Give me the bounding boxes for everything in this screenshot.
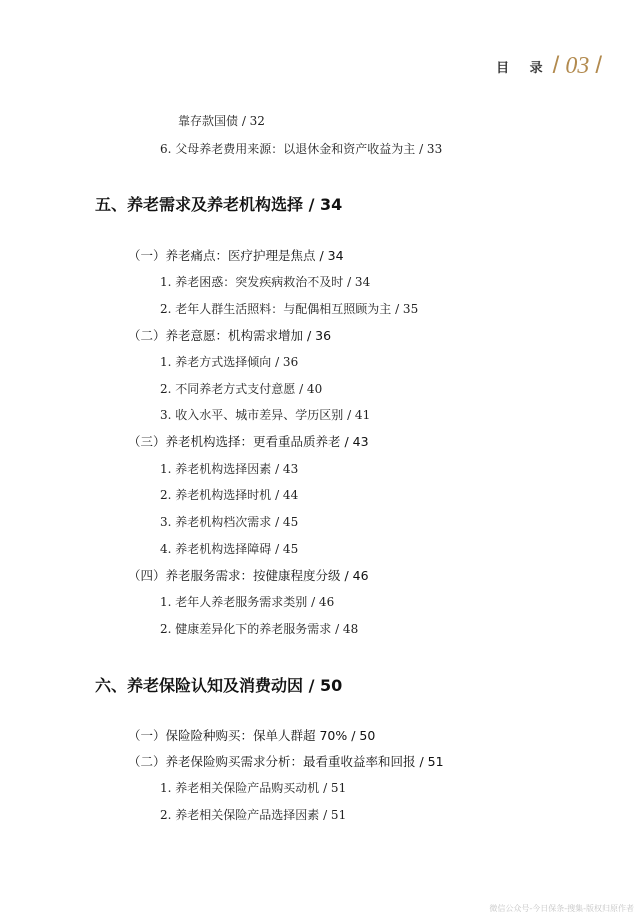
toc-item-5-2-2[interactable]: 2. 不同养老方式支付意愿 / 40: [160, 382, 323, 396]
toc-item-6-2-1[interactable]: 1. 养老相关保险产品购买动机 / 51: [160, 781, 347, 795]
toc-section-6[interactable]: 六、养老保险认知及消费动因 / 50: [95, 676, 343, 695]
toc-item-5-4-1[interactable]: 1. 老年人养老服务需求类别 / 46: [160, 595, 335, 609]
toc-chapter-5-3[interactable]: （三）养老机构选择：更看重品质养老 / 43: [128, 434, 369, 449]
header-slash-left: /: [552, 52, 560, 79]
toc-item-5-2-1[interactable]: 1. 养老方式选择倾向 / 36: [160, 355, 299, 369]
toc-chapter-5-2[interactable]: （二）养老意愿：机构需求增加 / 36: [128, 328, 332, 343]
toc-item-parents-pension-source[interactable]: 6. 父母养老费用来源：以退休金和资产收益为主 / 33: [160, 142, 443, 156]
toc-item-6-2-2[interactable]: 2. 养老相关保险产品选择因素 / 51: [160, 808, 347, 822]
page-number: 03: [565, 53, 590, 79]
toc-item-5-1-1[interactable]: 1. 养老困惑：突发疾病救治不及时 / 34: [160, 275, 371, 289]
toc-chapter-5-4[interactable]: （四）养老服务需求：按健康程度分级 / 46: [128, 568, 369, 583]
page-header: [496, 52, 602, 80]
toc-header-label: 目 录: [496, 60, 551, 76]
toc-item-continued[interactable]: 靠存款国债 / 32: [178, 114, 265, 128]
toc-item-5-3-1[interactable]: 1. 养老机构选择因素 / 43: [160, 462, 299, 476]
toc-item-5-3-2[interactable]: 2. 养老机构选择时机 / 44: [160, 488, 299, 502]
toc-section-5[interactable]: 五、养老需求及养老机构选择 / 34: [95, 195, 343, 214]
toc-item-5-2-3[interactable]: 3. 收入水平、城市差异、学历区别 / 41: [160, 408, 371, 422]
toc-chapter-6-2[interactable]: （二）养老保险购买需求分析：最看重收益率和回报 / 51: [128, 754, 444, 769]
toc-item-5-3-3[interactable]: 3. 养老机构档次需求 / 45: [160, 515, 299, 529]
toc-item-5-4-2[interactable]: 2. 健康差异化下的养老服务需求 / 48: [160, 622, 359, 636]
toc-chapter-6-1[interactable]: （一）保险险种购买：保单人群超 70% / 50: [128, 728, 376, 743]
toc-chapter-5-1[interactable]: （一）养老痛点：医疗护理是焦点 / 34: [128, 248, 344, 263]
watermark: 微信公众号-今日保条-搜集-版权归原作者: [489, 904, 634, 913]
header-slash-right: /: [595, 52, 602, 79]
toc-item-5-3-4[interactable]: 4. 养老机构选择障碍 / 45: [160, 542, 299, 556]
toc-item-5-1-2[interactable]: 2. 老年人群生活照料：与配偶相互照顾为主 / 35: [160, 302, 419, 316]
